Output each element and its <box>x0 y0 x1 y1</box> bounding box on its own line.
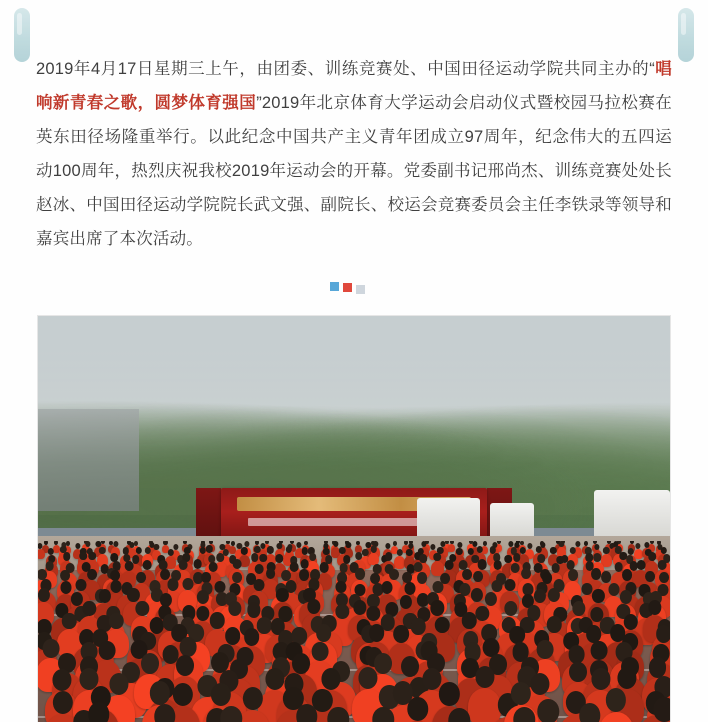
photo-crowd <box>38 541 670 722</box>
photo-tent <box>490 503 534 537</box>
divider-square-blue <box>330 282 339 291</box>
crowd-person <box>448 544 455 552</box>
article-photo <box>38 316 670 722</box>
photo-tent <box>417 498 480 536</box>
paragraph-highlight: 唱响新青春之歌，圆梦体育强国 <box>36 60 672 112</box>
article-paragraph <box>0 0 708 256</box>
paragraph-text-part-1: 2019年4月17日星期三上午，由团委、训练竞赛处、中国田径运动学院共同主办的“ <box>36 60 655 78</box>
divider-square-red <box>343 283 352 292</box>
paragraph-text-part-2: ”2019年北京体育大学运动会启动仪式暨校园马拉松赛在英东田径场隆重举行。以此纪念中国共产主义青年团成立97周年，纪念伟大的五四运动100周年，热烈庆祝我校2019年运动会的开幕。党委副书记邢尚杰、训练竞赛处处长赵冰、中国田径运动学院院长武文强、副院长、校运会竞赛委员会主任李铁录等领导和嘉宾出席了本次活动。 <box>36 94 672 248</box>
section-divider <box>330 282 378 294</box>
photo-stage-side-left <box>196 488 221 541</box>
photo-tent <box>594 490 670 537</box>
crowd-person <box>38 549 45 559</box>
photo-building <box>38 409 139 511</box>
divider-square-gray <box>356 285 365 294</box>
